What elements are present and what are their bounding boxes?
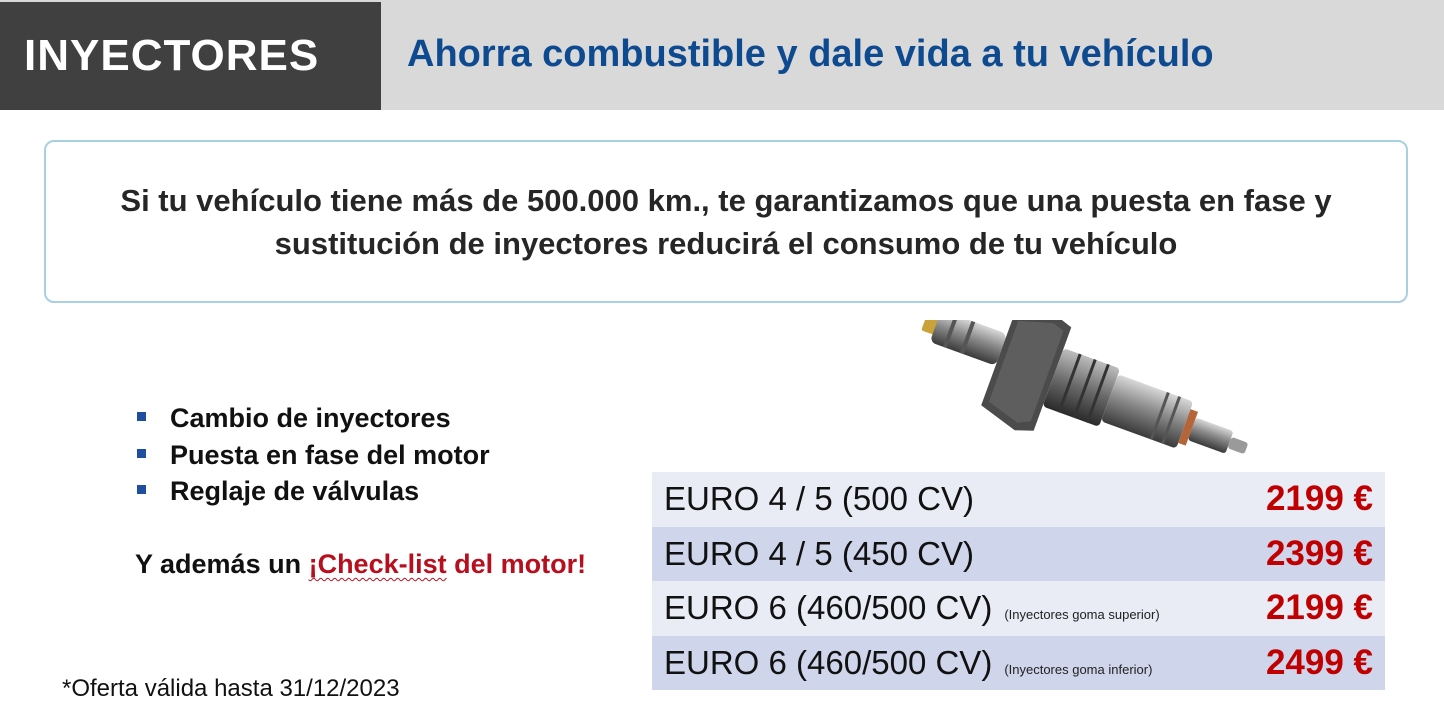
fuel-injector-icon	[900, 320, 1270, 465]
checklist-line	[135, 546, 586, 582]
square-bullet-icon	[137, 412, 146, 421]
service-item	[134, 400, 490, 437]
price-row	[652, 636, 1385, 691]
service-label: Reglaje de válvulas	[170, 476, 420, 506]
price-row	[652, 472, 1385, 527]
square-bullet-icon	[137, 449, 146, 458]
price-row	[652, 581, 1385, 636]
square-bullet-icon	[137, 485, 146, 494]
engine-label: EURO 6 (460/500 CV)	[664, 589, 993, 627]
price-value: 2499 €	[1265, 642, 1373, 682]
engine-note: (Inyectores goma inferior)	[1004, 661, 1153, 677]
service-item	[134, 437, 490, 474]
checklist-link[interactable]: ¡Check-list	[308, 549, 447, 579]
promo-text	[120, 179, 1331, 265]
promo-line-1: Si tu vehículo tiene más de 500.000 km., te garantizamos que una puesta en fase y	[120, 182, 1332, 218]
checklist-suffix: del motor!	[446, 549, 587, 579]
engine-note: (Inyectores goma superior)	[1004, 607, 1160, 623]
services-list	[134, 400, 490, 510]
price-row	[652, 527, 1385, 582]
price-value: 2199 €	[1265, 479, 1373, 519]
page-title: Ahorra combustible y dale vida a tu vehículo	[407, 33, 1214, 75]
price-value: 2199 €	[1265, 588, 1373, 628]
price-value: 2399 €	[1265, 533, 1373, 573]
checklist-prefix: Y además un	[135, 549, 309, 579]
offer-note: *Oferta válida hasta 31/12/2023	[62, 675, 400, 702]
engine-label: EURO 6 (460/500 CV)	[664, 643, 993, 681]
service-label: Cambio de inyectores	[170, 403, 451, 433]
promo-box	[44, 140, 1408, 303]
service-item	[134, 473, 490, 510]
engine-label: EURO 4 / 5 (500 CV)	[664, 480, 974, 518]
engine-label: EURO 4 / 5 (450 CV)	[664, 534, 974, 572]
header-tag: INYECTORES	[0, 2, 381, 110]
price-table	[652, 472, 1385, 690]
service-label: Puesta en fase del motor	[170, 439, 490, 470]
promo-line-2: sustitución de inyectores reducirá el consumo de tu vehículo	[274, 225, 1178, 261]
